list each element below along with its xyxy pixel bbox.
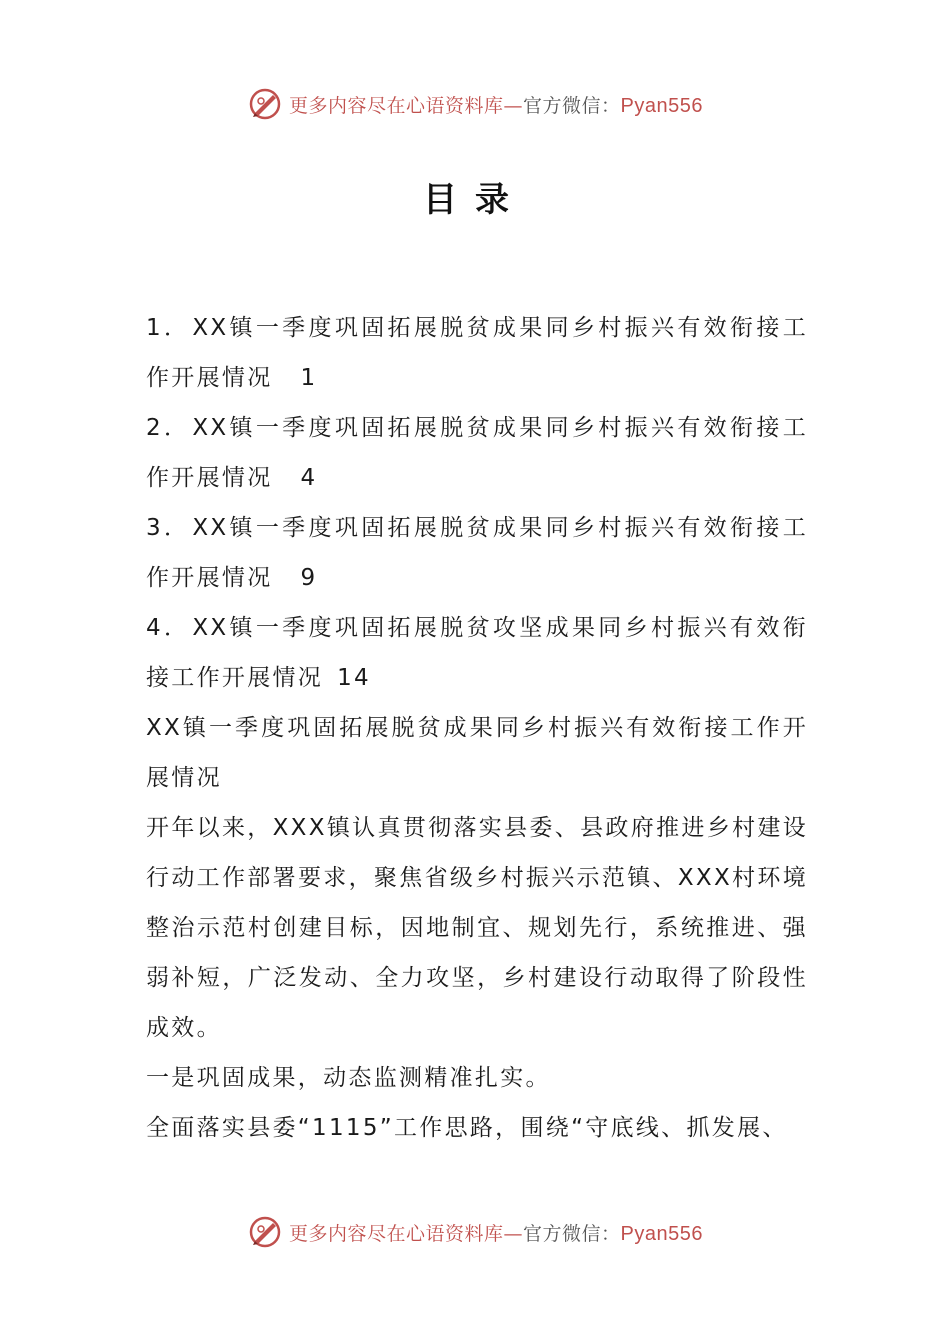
toc-entry-number: 2．	[146, 415, 191, 441]
toc-entry-title: XX镇一季度巩固拓展脱贫成果同乡村振兴有效衔接工作开展情况	[146, 315, 809, 391]
footer-banner	[0, 1210, 950, 1254]
body-paragraph: 全面落实县委“1115”工作思路，围绕“守底线、抓发展、	[146, 1115, 788, 1141]
pen-logo-icon	[247, 86, 283, 122]
header-banner-wechat-label: 官方微信：	[523, 94, 621, 117]
toc-entry[interactable]	[146, 303, 808, 403]
footer-banner-wechat-id: Pyan556	[620, 1222, 703, 1245]
toc-entry[interactable]	[146, 503, 808, 603]
section-heading: XX镇一季度巩固拓展脱贫成果同乡村振兴有效衔接工作开展情况	[146, 715, 808, 791]
header-banner-text	[289, 91, 703, 118]
toc-entry-number: 4．	[146, 615, 191, 641]
toc-entry-page: 1	[300, 365, 318, 391]
footer-banner-slogan: 更多内容尽在心语资料库	[289, 1222, 504, 1245]
footer-banner-text	[289, 1219, 703, 1246]
body-paragraph: 开年以来，XXX镇认真贯彻落实县委、县政府推进乡村建设行动工作部署要求，聚焦省级乡村振兴示范镇、XXX村环境整治示范村创建目标，因地制宜、规划先行，系统推进、强弱补短，广泛发动、全力攻坚，乡村建设行动取得了阶段性成效。	[146, 815, 808, 1041]
page-title: 目录	[423, 180, 527, 220]
toc-entry-page: 4	[300, 465, 318, 491]
toc-entry-title: XX镇一季度巩固拓展脱贫成果同乡村振兴有效衔接工作开展情况	[146, 415, 809, 491]
toc-entry-title: XX镇一季度巩固拓展脱贫成果同乡村振兴有效衔接工作开展情况	[146, 515, 809, 591]
pen-logo-icon	[247, 1214, 283, 1250]
header-banner-slogan: 更多内容尽在心语资料库	[289, 94, 504, 117]
toc-entry[interactable]	[146, 603, 808, 703]
toc-entry-number: 3．	[146, 515, 191, 541]
toc-entry-number: 1．	[146, 315, 191, 341]
header-banner	[0, 82, 950, 126]
footer-banner-dash: —	[503, 1222, 524, 1245]
header-banner-dash: —	[503, 94, 524, 117]
toc-entry-page: 14	[337, 665, 371, 691]
section-subheading: 一是巩固成果，动态监测精准扎实。	[146, 1065, 551, 1091]
footer-banner-wechat-label: 官方微信：	[523, 1222, 621, 1245]
header-banner-wechat-id: Pyan556	[620, 94, 703, 117]
toc-entry-page: 9	[300, 565, 318, 591]
toc-entry[interactable]	[146, 403, 808, 503]
toc-entry-title: XX镇一季度巩固拓展脱贫攻坚成果同乡村振兴有效衔接工作开展情况	[146, 615, 809, 691]
document-content	[146, 303, 808, 1153]
